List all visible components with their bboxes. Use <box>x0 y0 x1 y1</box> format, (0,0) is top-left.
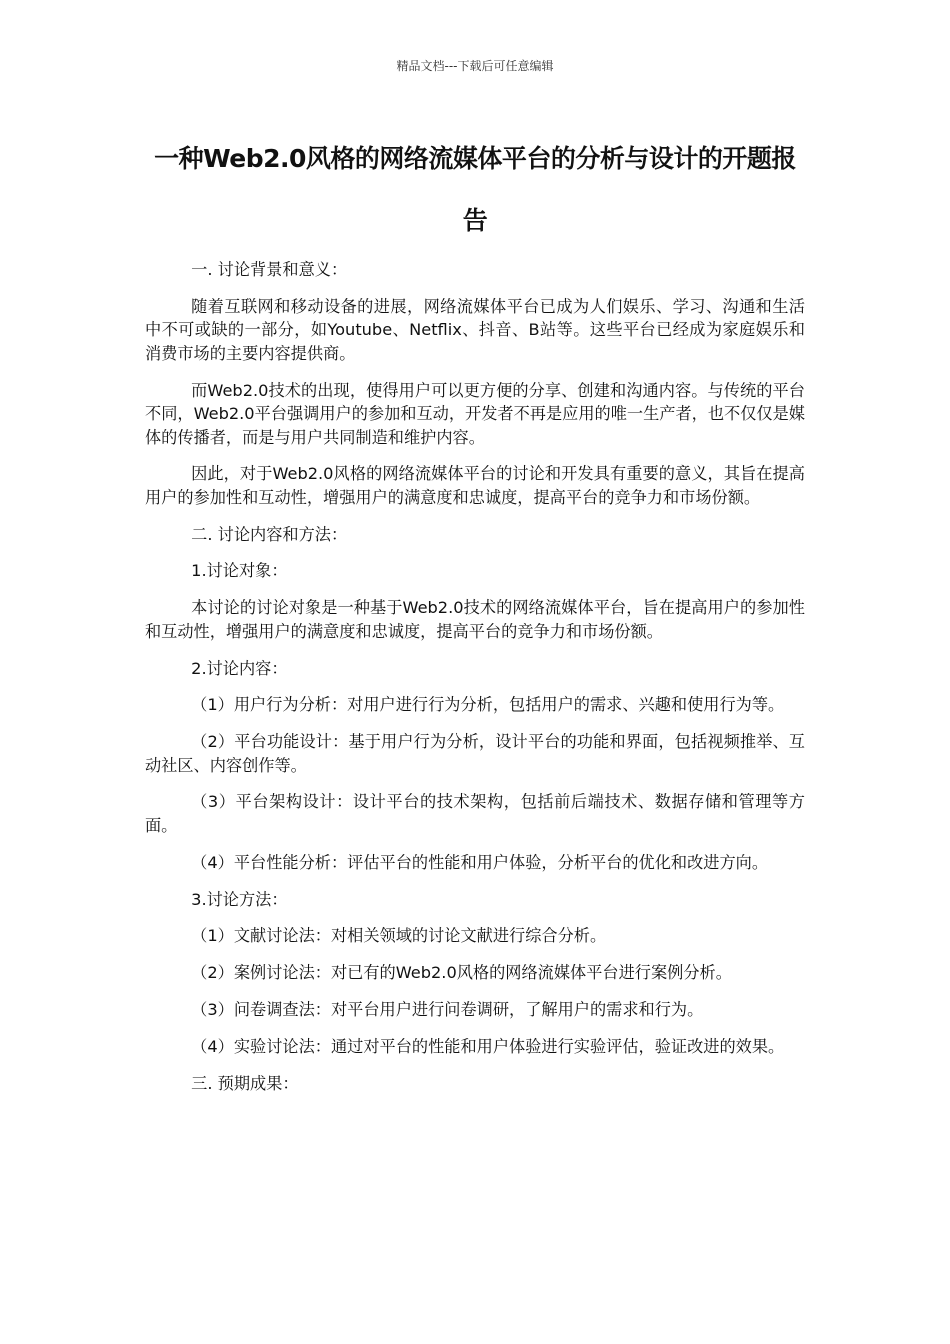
subheading-research-object: 1.讨论对象： <box>191 561 288 581</box>
paragraph-research-object: 本讨论的讨论对象是一种基于Web2.0技术的网络流媒体平台，旨在提高用户的参加性和互动性，增强用户的满意度和忠诚度，提高平台的竞争力和市场份额。 <box>145 598 805 641</box>
page-header: 精品文档---下载后可任意编辑 <box>396 59 554 73</box>
paragraph-background-3: 因此，对于Web2.0风格的网络流媒体平台的讨论和开发具有重要的意义，其旨在提高用户的参加性和互动性，增强用户的满意度和忠诚度，提高平台的竞争力和市场份额。 <box>145 464 805 507</box>
section-heading-background: 一. 讨论背景和意义： <box>191 260 348 279</box>
section-heading-expected-results: 三. 预期成果： <box>191 1073 299 1093</box>
paragraph-background-1: 随着互联网和移动设备的进展，网络流媒体平台已成为人们娱乐、学习、沟通和生活中不可或缺的一部分，如Youtube、Netflix、抖音、B站等。这些平台已经成为家庭娱乐和消费市场的主要内容提供商。 <box>145 296 805 363</box>
subheading-research-content: 2.讨论内容： <box>191 658 288 678</box>
list-item-method-2: （2）案例讨论法：对已有的Web2.0风格的网络流媒体平台进行案例分析。 <box>191 963 732 983</box>
list-item-method-4: （4）实验讨论法：通过对平台的性能和用户体验进行实验评估，验证改进的效果。 <box>191 1036 785 1056</box>
list-item-content-1: （1）用户行为分析：对用户进行行为分析，包括用户的需求、兴趣和使用行为等。 <box>191 695 785 715</box>
list-item-method-1: （1）文献讨论法：对相关领域的讨论文献进行综合分析。 <box>191 926 607 946</box>
list-item-content-3: （3）平台架构设计：设计平台的技术架构，包括前后端技术、数据存储和管理等方面。 <box>145 792 805 835</box>
paragraph-background-2: 而Web2.0技术的出现，使得用户可以更方便的分享、创建和沟通内容。与传统的平台不同，Web2.0平台强调用户的参加和互动，开发者不再是应用的唯一生产者，也不仅仅是媒体的传播者，而是与用户共同制造和维护内容。 <box>145 380 805 447</box>
list-item-content-2: （2）平台功能设计：基于用户行为分析，设计平台的功能和界面，包括视频推举、互动社区、内容创作等。 <box>145 732 805 775</box>
document-title: 一种Web2.0风格的网络流媒体平台的分析与设计的开题报告 <box>154 144 796 235</box>
subheading-research-methods: 3.讨论方法： <box>191 889 288 909</box>
document-body <box>145 258 805 1108</box>
list-item-method-3: （3）问卷调查法：对平台用户进行问卷调研，了解用户的需求和行为。 <box>191 999 704 1019</box>
section-heading-content-methods: 二. 讨论内容和方法： <box>191 524 348 544</box>
list-item-content-4: （4）平台性能分析：评估平台的性能和用户体验，分析平台的优化和改进方向。 <box>191 852 769 872</box>
